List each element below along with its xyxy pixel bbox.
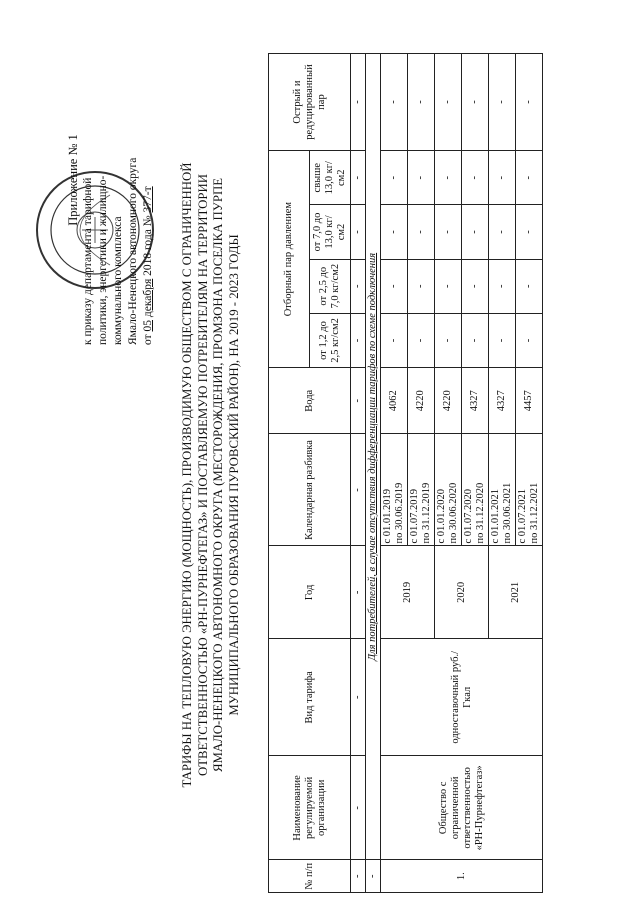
document-title bbox=[180, 90, 242, 860]
table-row-span bbox=[366, 54, 381, 893]
header-water: Вода bbox=[269, 368, 351, 434]
cell-dash: - bbox=[435, 54, 462, 151]
cell-water: 4220 bbox=[435, 368, 462, 434]
header-org: Наименование регулируемой организации bbox=[269, 756, 351, 860]
cell-dash: - bbox=[381, 259, 408, 313]
cell-dash: - bbox=[462, 205, 489, 259]
cell-dash: - bbox=[489, 259, 516, 313]
cell-year-2019: 2019 bbox=[381, 546, 435, 639]
title-line-3: ЯМАЛО-НЕНЕЦКОГО АВТОНОМНОГО ОКРУГА (МЕСТОРОЖДЕНИЯ, ПРОМЗОНА ПОСЕЛКА ПУРПЕ bbox=[211, 177, 225, 773]
cell-dash: - bbox=[351, 205, 366, 259]
cell-dash: - bbox=[351, 151, 366, 205]
cell-dash: - bbox=[351, 434, 366, 546]
cell-dash: - bbox=[489, 151, 516, 205]
cell-dash: - bbox=[516, 259, 543, 313]
cell-dash: - bbox=[489, 205, 516, 259]
cell-dash: - bbox=[381, 151, 408, 205]
header-steam-group: Отборный пар давлением bbox=[269, 151, 310, 368]
cell-tariff-kind: одноставочный руб./Гкал bbox=[381, 639, 543, 756]
period-to: по 30.06.2020 bbox=[448, 482, 459, 544]
cell-water: 4220 bbox=[408, 368, 435, 434]
cell-dash: - bbox=[381, 205, 408, 259]
appendix-line-4: Ямало-Ненецкого автономного округа bbox=[127, 157, 139, 345]
cell-period bbox=[435, 434, 462, 546]
cell-dash: - bbox=[462, 151, 489, 205]
period-to: по 31.12.2019 bbox=[421, 482, 432, 544]
cell-water: 4327 bbox=[462, 368, 489, 434]
period-to: по 30.06.2019 bbox=[394, 482, 405, 544]
cell-dash: - bbox=[516, 313, 543, 367]
period-from: с 01.07.2019 bbox=[409, 488, 420, 544]
period-to: по 31.12.2021 bbox=[529, 482, 540, 544]
date-prefix: от bbox=[142, 334, 154, 345]
cell-dash: - bbox=[351, 259, 366, 313]
header-p3: от 7,0 до 13,0 кг/см2 bbox=[310, 205, 351, 259]
cell-dash: - bbox=[381, 313, 408, 367]
cell-year-2021: 2021 bbox=[489, 546, 543, 639]
cell-dash: - bbox=[408, 259, 435, 313]
cell-period bbox=[462, 434, 489, 546]
title-line-4: МУНИЦИПАЛЬНОГО ОБРАЗОВАНИЯ ПУРОВСКИЙ РАЙОН), НА 2019 - 2023 ГОДЫ bbox=[226, 234, 241, 716]
period-from: с 01.01.2020 bbox=[436, 488, 447, 544]
cell-dash: - bbox=[435, 205, 462, 259]
date-day: 05 bbox=[142, 320, 154, 332]
cell-dash: - bbox=[351, 756, 366, 860]
cell-dash: - bbox=[462, 54, 489, 151]
cell-dash: - bbox=[381, 54, 408, 151]
period-from: с 01.07.2021 bbox=[517, 488, 528, 544]
cell-dash: - bbox=[516, 151, 543, 205]
title-line-1: ТАРИФЫ НА ТЕПЛОВУЮ ЭНЕРГИЮ (МОЩНОСТЬ), ПРОИЗВОДИМУЮ ОБЩЕСТВОМ С ОГРАНИЧЕННОЙ bbox=[180, 162, 194, 788]
header-p4: свыше 13,0 кг/см2 bbox=[310, 151, 351, 205]
table-row-period-1 bbox=[381, 54, 408, 893]
cell-dash: - bbox=[351, 639, 366, 756]
cell-dash: - bbox=[408, 205, 435, 259]
cell-dash: - bbox=[351, 313, 366, 367]
cell-period bbox=[516, 434, 543, 546]
cell-water: 4327 bbox=[489, 368, 516, 434]
cell-dash: - bbox=[408, 54, 435, 151]
cell-year-2020: 2020 bbox=[435, 546, 489, 639]
cell-dash: - bbox=[435, 259, 462, 313]
cell-dash: - bbox=[489, 313, 516, 367]
cell-dash: - bbox=[351, 368, 366, 434]
cell-dash: - bbox=[489, 54, 516, 151]
header-p1: от 1,2 до 2,5 кг/см2 bbox=[310, 313, 351, 367]
cell-dash: - bbox=[435, 151, 462, 205]
cell-dash: - bbox=[435, 313, 462, 367]
appendix-line-2: политики, энергетики и жилищно- bbox=[97, 175, 109, 345]
cell-dash: - bbox=[366, 860, 381, 893]
cell-dash: - bbox=[462, 313, 489, 367]
header-kind: Вид тарифа bbox=[269, 639, 351, 756]
cell-period bbox=[489, 434, 516, 546]
cell-water: 4457 bbox=[516, 368, 543, 434]
appendix-date-line bbox=[141, 15, 156, 345]
appendix-line-3: коммунального комплекса bbox=[112, 216, 124, 345]
period-to: по 30.06.2021 bbox=[502, 482, 513, 544]
cell-dash: - bbox=[408, 151, 435, 205]
appendix-line-1: к приказу департамента тарифной bbox=[82, 177, 94, 345]
cell-dash: - bbox=[351, 860, 366, 893]
date-month: декабря bbox=[142, 278, 154, 318]
header-period: Календарная разбивка bbox=[269, 434, 351, 546]
title-line-2: ОТВЕТСТВЕННОСТЬЮ «РН-ПУРНЕФТЕГАЗ» И ПОСТАВЛЯЕМУЮ ПОТРЕБИТЕЛЯМ НА ТЕРРИТОРИИ bbox=[195, 174, 210, 776]
cell-water: 4062 bbox=[381, 368, 408, 434]
cell-dash: - bbox=[462, 259, 489, 313]
date-year: 2018 года № bbox=[142, 215, 154, 276]
cell-period bbox=[381, 434, 408, 546]
header-p2: от 2,5 до 7,0 кг/см2 bbox=[310, 259, 351, 313]
document-number: 377-т bbox=[142, 186, 154, 213]
period-to: по 31.12.2020 bbox=[475, 482, 486, 544]
header-year: Год bbox=[269, 546, 351, 639]
appendix-block bbox=[66, 15, 156, 345]
table-header-row bbox=[269, 54, 310, 893]
appendix-title: Приложение № 1 bbox=[66, 134, 80, 226]
cell-dash: - bbox=[516, 205, 543, 259]
span-row-text: Для потребителей, в случае отсутствия дифференциации тарифов по схеме подключения bbox=[366, 54, 381, 860]
cell-dash: - bbox=[408, 313, 435, 367]
header-num: № п/п bbox=[269, 860, 351, 893]
cell-dash: - bbox=[351, 54, 366, 151]
tariff-table bbox=[268, 53, 543, 893]
header-sharp-steam: Острый и редуцированный пар bbox=[269, 54, 351, 151]
cell-org-name: Общество с ограниченной ответственностью «РН-Пурнефтегаз» bbox=[381, 756, 543, 860]
cell-row-num: 1. bbox=[381, 860, 543, 893]
period-from: с 01.07.2020 bbox=[463, 488, 474, 544]
table-row-dash bbox=[351, 54, 366, 893]
period-from: с 01.01.2021 bbox=[490, 488, 501, 544]
period-from: с 01.01.2019 bbox=[382, 488, 393, 544]
cell-period bbox=[408, 434, 435, 546]
cell-dash: - bbox=[351, 546, 366, 639]
cell-dash: - bbox=[516, 54, 543, 151]
